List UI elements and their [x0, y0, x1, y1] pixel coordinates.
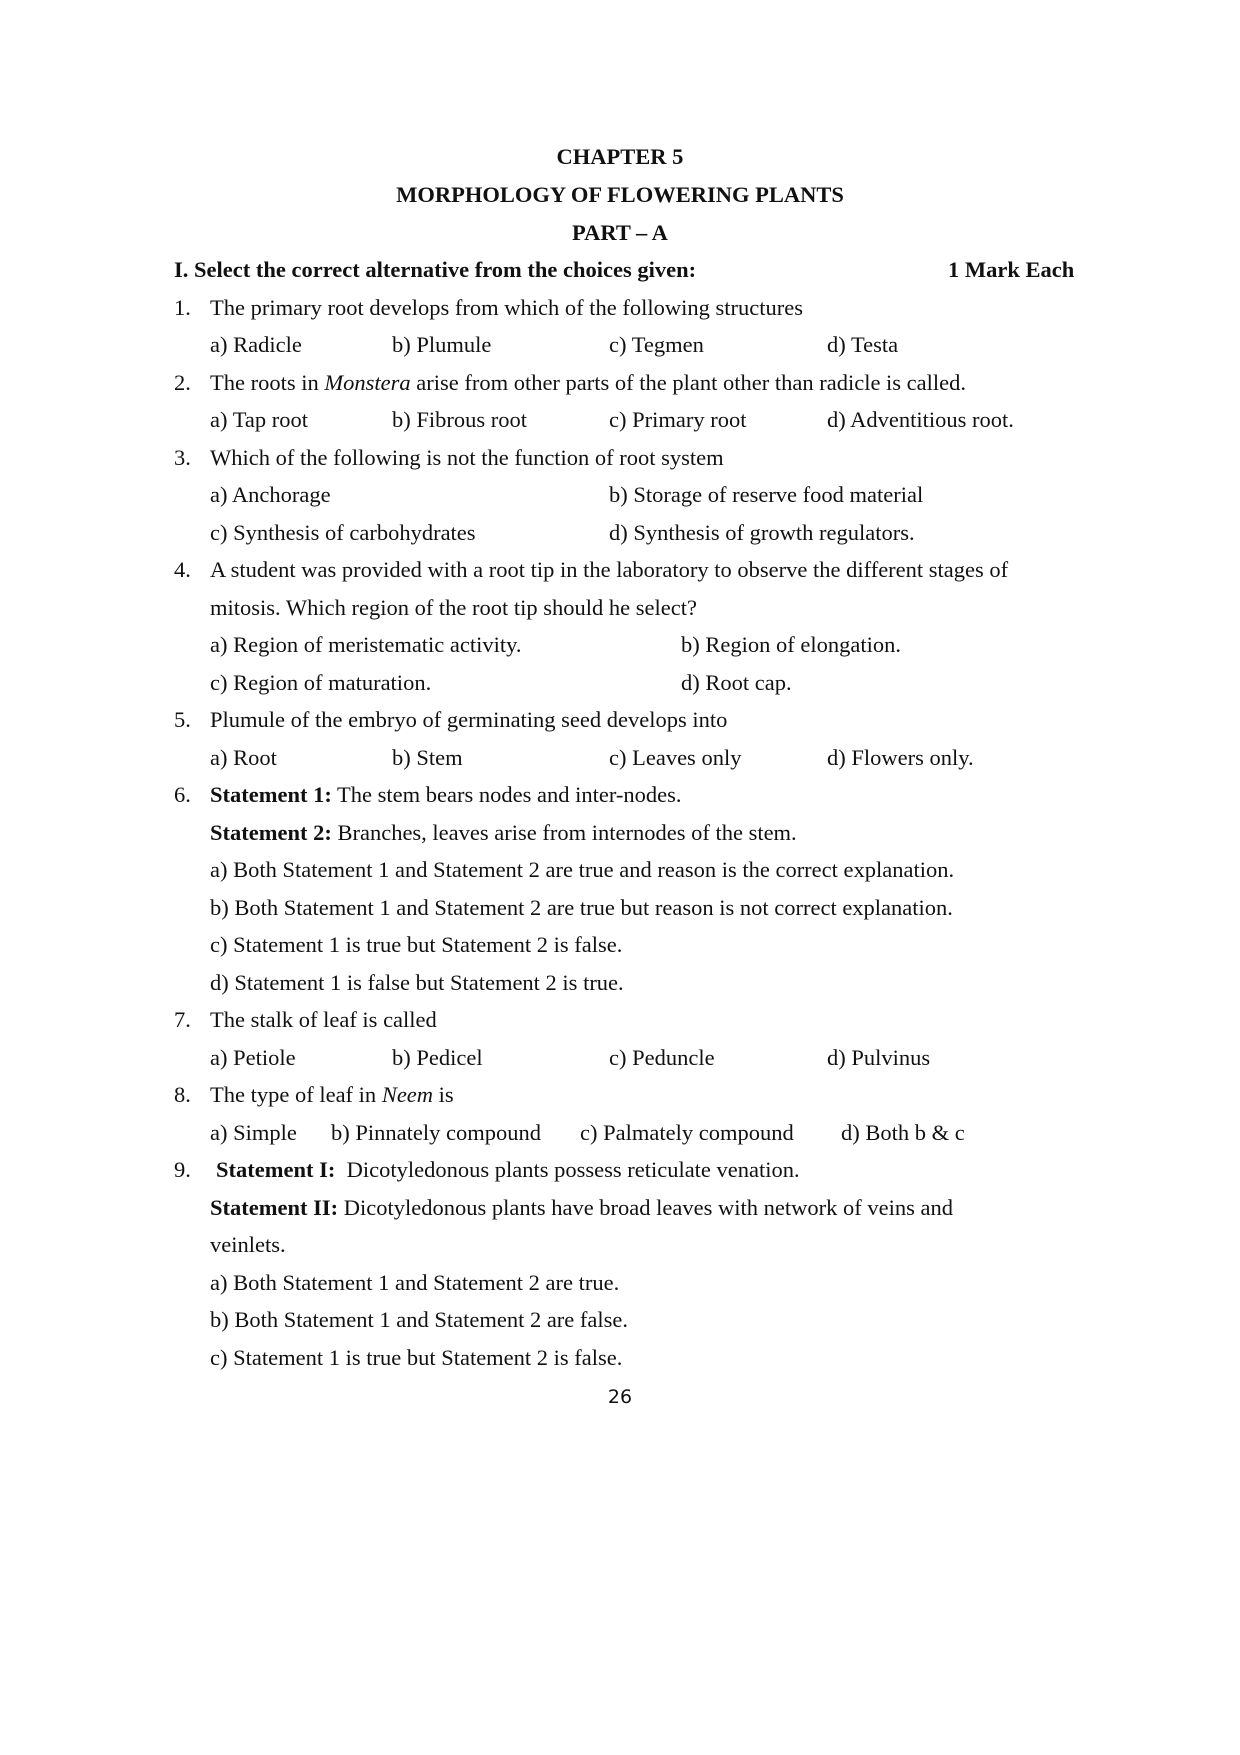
option-b: b) Stem — [392, 745, 463, 770]
question-text: The roots in Monstera arise from other parts of the plant other than radicle is called. — [210, 370, 967, 395]
option-a: a) Root — [210, 745, 277, 770]
option-d: d) Testa — [827, 332, 899, 357]
question-number: 4. — [174, 557, 191, 582]
statement-2-continued: veinlets. — [210, 1232, 286, 1257]
option-c: c) Statement 1 is true but Statement 2 is false. — [210, 1345, 623, 1370]
question-number: 6. — [174, 782, 191, 807]
option-d: d) Statement 1 is false but Statement 2 is true. — [210, 970, 624, 995]
statement-label: Statement 1: — [210, 782, 332, 807]
option-a: a) Region of meristematic activity. — [210, 632, 522, 657]
option-a: a) Radicle — [210, 332, 302, 357]
option-d: d) Synthesis of growth regulators. — [609, 520, 915, 545]
question-text: The primary root develops from which of the following structures — [210, 295, 803, 320]
statement-1: Statement I: Dicotyledonous plants possess reticulate venation. — [216, 1157, 800, 1182]
option-b: b) Fibrous root — [392, 407, 527, 432]
section-heading: I. Select the correct alternative from the choices given: — [174, 257, 697, 282]
option-c: c) Primary root — [609, 407, 747, 432]
question-text-continued: mitosis. Which region of the root tip should he select? — [210, 595, 697, 620]
option-b: b) Storage of reserve food material — [609, 482, 924, 507]
option-b: b) Both Statement 1 and Statement 2 are true but reason is not correct explanation. — [210, 895, 953, 920]
option-c: c) Synthesis of carbohydrates — [210, 520, 476, 545]
statement-2: Statement II: Dicotyledonous plants have broad leaves with network of veins and — [210, 1195, 953, 1220]
option-a: a) Anchorage — [210, 482, 331, 507]
question-number: 9. — [174, 1157, 191, 1182]
statement-label: Statement 2: — [210, 820, 332, 845]
part-label: PART – A — [572, 220, 668, 245]
option-b: b) Both Statement 1 and Statement 2 are false. — [210, 1307, 629, 1332]
statement-label: Statement II: — [210, 1195, 339, 1220]
option-b: b) Pinnately compound — [331, 1120, 541, 1145]
option-a: a) Both Statement 1 and Statement 2 are true. — [210, 1270, 620, 1295]
question-text: The type of leaf in Neem is — [210, 1082, 454, 1107]
species-name: Monstera — [324, 370, 411, 395]
option-b: b) Pedicel — [392, 1045, 483, 1070]
question-number: 8. — [174, 1082, 191, 1107]
question-number: 5. — [174, 707, 191, 732]
species-name: Neem — [381, 1082, 434, 1107]
page-number: 26 — [607, 1386, 633, 1408]
option-d: d) Pulvinus — [827, 1045, 931, 1070]
option-a: a) Petiole — [210, 1045, 296, 1070]
option-c: c) Leaves only — [609, 745, 742, 770]
option-d: d) Flowers only. — [827, 745, 974, 770]
marks-label: 1 Mark Each — [948, 257, 1075, 282]
option-c: c) Peduncle — [609, 1045, 715, 1070]
question-text: The stalk of leaf is called — [210, 1007, 437, 1032]
option-a: a) Simple — [210, 1120, 297, 1145]
option-d: d) Root cap. — [681, 670, 792, 695]
question-text: Which of the following is not the function of root system — [210, 445, 724, 470]
option-c: c) Tegmen — [609, 332, 704, 357]
question-text: A student was provided with a root tip in the laboratory to observe the different stages of — [210, 557, 1009, 582]
chapter-label: CHAPTER 5 — [556, 144, 684, 169]
option-d: d) Both b & c — [841, 1120, 965, 1145]
option-d: d) Adventitious root. — [827, 407, 1014, 432]
question-number: 7. — [174, 1007, 191, 1032]
statement-2: Statement 2: Branches, leaves arise from internodes of the stem. — [210, 820, 797, 845]
statement-1: Statement 1: The stem bears nodes and inter-nodes. — [210, 782, 682, 807]
option-b: b) Region of elongation. — [681, 632, 901, 657]
option-a: a) Both Statement 1 and Statement 2 are true and reason is the correct explanation. — [210, 857, 955, 882]
option-c: c) Palmately compound — [580, 1120, 794, 1145]
question-number: 1. — [174, 295, 191, 320]
chapter-title: MORPHOLOGY OF FLOWERING PLANTS — [396, 182, 844, 207]
option-a: a) Tap root — [210, 407, 308, 432]
question-number: 2. — [174, 370, 191, 395]
option-b: b) Plumule — [392, 332, 492, 357]
question-number: 3. — [174, 445, 191, 470]
option-c: c) Statement 1 is true but Statement 2 is false. — [210, 932, 623, 957]
statement-label: Statement I: — [216, 1157, 336, 1182]
question-text: Plumule of the embryo of germinating seed develops into — [210, 707, 728, 732]
option-c: c) Region of maturation. — [210, 670, 432, 695]
